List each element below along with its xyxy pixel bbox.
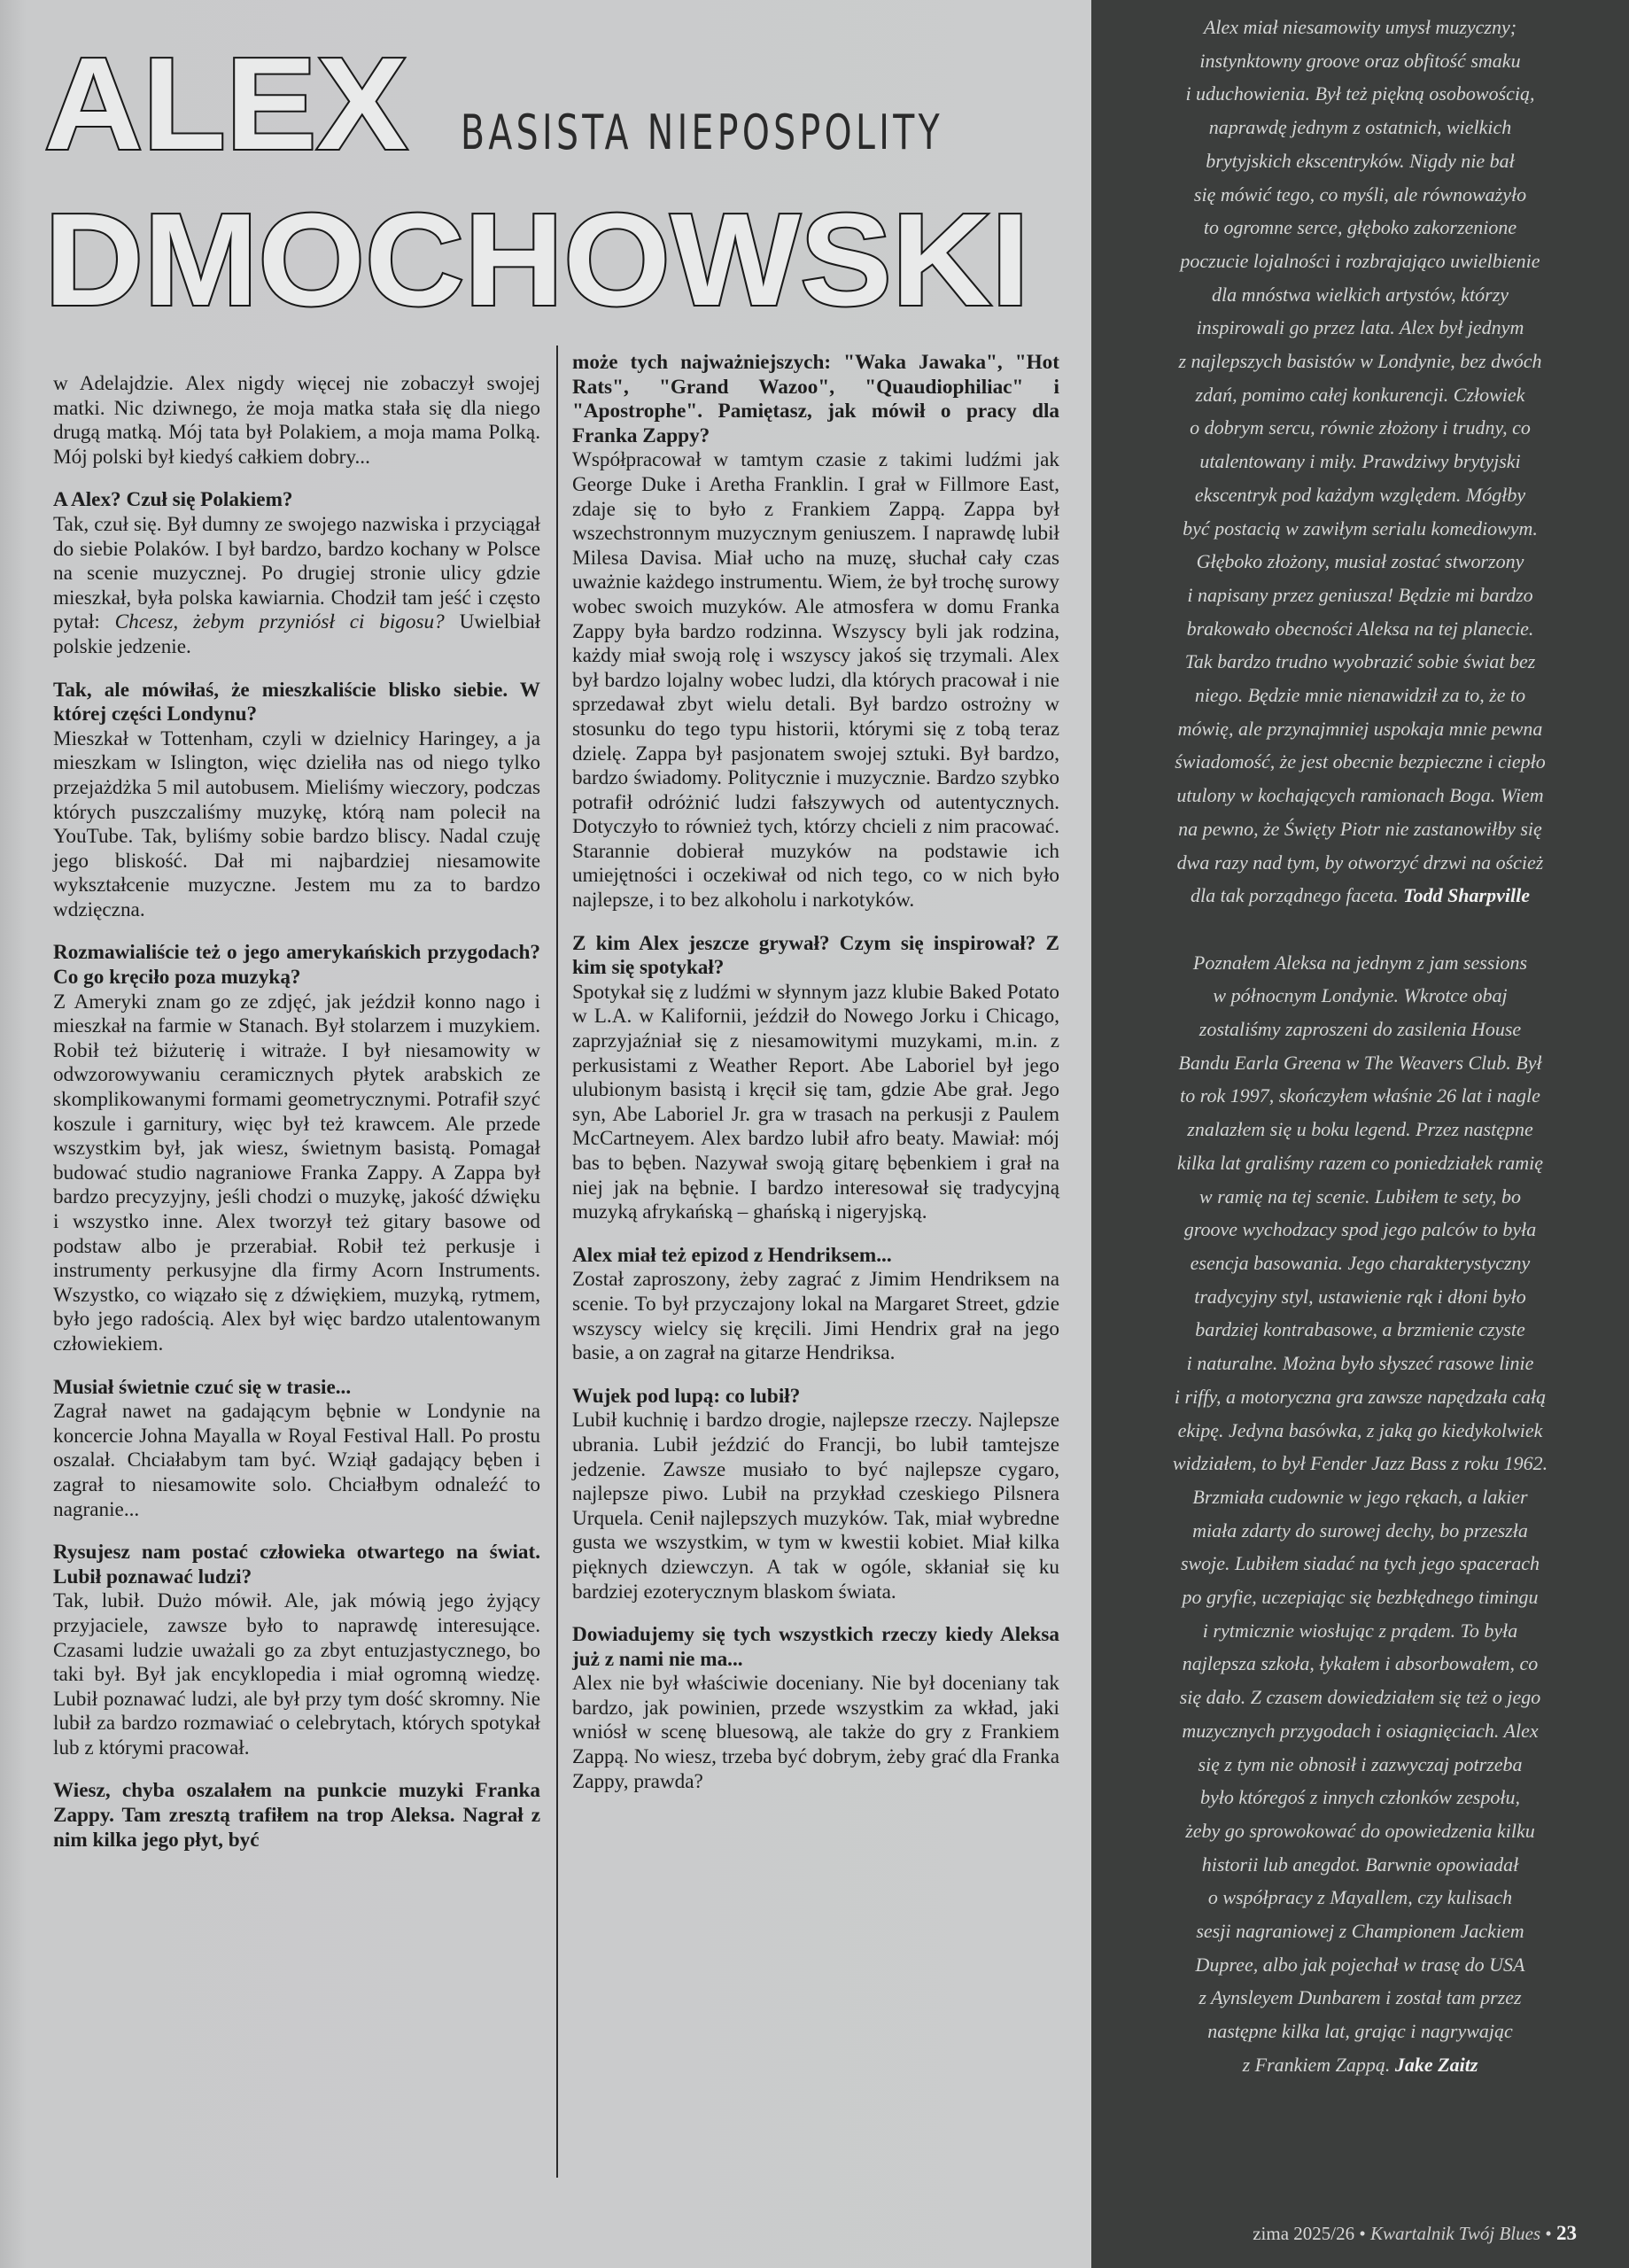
tribute-text: zdań, pomimo całej konkurencji. Człowiek	[1195, 383, 1525, 406]
footer-separator: •	[1540, 2223, 1556, 2244]
tribute-line	[1091, 478, 1629, 512]
tribute-line	[1091, 1480, 1629, 1514]
interview-question	[572, 351, 1059, 448]
tribute-text: Tak bardzo trudno wyobrazić sobie świat bez	[1184, 650, 1536, 673]
tribute-text: widziałem, to był Fender Jazz Bass z roku 1962.	[1172, 1452, 1548, 1475]
paragraph-text: Rozmawialiście też o jego amerykańskich przygodach? Co go kręciło poza muzyką?	[53, 941, 540, 990]
tribute-line	[1091, 712, 1629, 746]
tribute-text: Głęboko złożony, musiał zostać stworzony	[1196, 550, 1524, 573]
tribute-line	[1091, 946, 1629, 980]
tribute-line	[1091, 44, 1629, 78]
interview-question	[572, 1244, 1059, 1269]
tribute-text: na pewno, że Święty Piotr nie zastanowiłby się	[1178, 817, 1542, 840]
tribute-line	[1091, 1079, 1629, 1113]
tribute-line	[1091, 144, 1629, 178]
tribute-text: miała zdarty do surowej dechy, bo przeszła	[1192, 1518, 1528, 1542]
tribute-line	[1091, 1614, 1629, 1648]
paragraph-text: Tak, lubił. Dużo mówił. Ale, jak mówią jego żyjący przyjaciele, zawsze było to naprawdę interesujące. Czasami ludzie uważali go za zbyt entuzjastycznego, bo taki był. Był jak encyklopedia i miał ogromną wiedzę. Lubił poznawać ludzi, ale był przy tym dość skromny. Nie lubił za bardzo rozmawiać o celebrytach, których spotykał lub z którymi pracował.	[53, 1589, 540, 1759]
tribute-line	[1091, 2015, 1629, 2048]
interview-answer	[572, 448, 1059, 913]
tribute-text: się mówić tego, co myśli, ale równoważyło	[1193, 183, 1527, 206]
interview-answer	[53, 513, 540, 660]
tribute-text: groove wychodzacy spod jego palców to była	[1183, 1218, 1537, 1241]
tribute-text: swoje. Lubiłem siadać na tych jego spacerach	[1180, 1552, 1540, 1575]
tributes	[1091, 11, 1629, 2082]
interview-question	[53, 1779, 540, 1852]
title-first-name: ALEX	[44, 31, 407, 177]
interview-answer	[53, 1400, 540, 1522]
paragraph-text: Tak, ale mówiłaś, że mieszkaliście blisko siebie. W której części Londynu?	[53, 678, 540, 726]
article-subtitle: BASISTA NIEPOSPOLITY	[461, 105, 943, 160]
tribute-line	[1091, 245, 1629, 278]
tribute-line	[1091, 1313, 1629, 1347]
tribute-line	[1091, 1781, 1629, 1814]
tribute-line	[1091, 11, 1629, 44]
tribute-line	[1091, 111, 1629, 144]
tribute-line	[1091, 1213, 1629, 1247]
tribute-line	[1091, 1681, 1629, 1714]
tribute-line	[1091, 679, 1629, 712]
tribute-text: ekipę. Jedyna basówka, z jaką go kiedykolwiek	[1177, 1418, 1543, 1441]
tribute-text: i riffy, a motoryczna gra zawsze napędzała całą	[1174, 1385, 1547, 1408]
article-column-2	[572, 351, 1059, 1813]
tribute-text: bardziej kontrabasowe, a brzmienie czyste	[1195, 1318, 1525, 1341]
paragraph-text: Alex nie był właściwie doceniany. Nie był doceniany tak bardzo, jak powinien, przede wszystkim za wkład, jaki wniósł w scenę bluesową, ale także do gry z Frankiem Zappą. No wiesz, trzeba być dobrym, żeby grać dla Franka Zappy, prawda?	[572, 1672, 1059, 1793]
tribute-text: muzycznych przygodach i osiagnięciach. Alex	[1182, 1719, 1539, 1742]
interview-question	[53, 1376, 540, 1401]
tribute-line	[1091, 77, 1629, 111]
tribute-text: tradycyjny styl, ustawienie rąk i dłoni było	[1194, 1285, 1526, 1308]
paragraph-text: Alex miał też epizod z Hendriksem...	[572, 1243, 892, 1267]
tribute-text: ekscentryk pod każdym względem. Mógłby	[1194, 483, 1526, 506]
tribute-text: kilka lat graliśmy razem co poniedziałek ramię	[1176, 1151, 1544, 1174]
tribute-text: się dało. Z czasem dowiedziałem się też o jego	[1179, 1686, 1541, 1709]
paragraph-text: Z Ameryki znam go ze zdjęć, jak jeździł konno nago i mieszkał na farmie w Stanach. Był stolarzem i muzykiem. Robił też biżuterię i witraże. I był niesamowity w odwzorowywaniu ceramicznych płytek arabskich ze skomplikowanymi formami geometrycznymi. Potrafił szyć koszule i garnitury, więc był też krawcem. Ale przede wszystkim był, jak wiesz, świetnym basistą. Pomagał budować studio nagraniowe Franka Zappy. A Zappa był bardzo precyzyjny, jeśli chodzi o muzykę, jakość dźwięku i wszystko inne. Alex tworzył też gitary basowe od podstaw albo je przerabiał. Robił też perkusje i instrumenty perkusyjne dla firmy Acorn Instruments. Wszystko, co wiązało się z dźwiękiem, muzyką, rytmem, było jego radością. Alex był więc bardzo utalentowanym człowiekiem.	[53, 990, 540, 1355]
tribute-line	[1091, 1581, 1629, 1614]
interview-answer	[53, 372, 540, 470]
tribute-line	[1091, 779, 1629, 812]
tribute-line	[1091, 579, 1629, 612]
tribute-text: i naturalne. Można było słyszeć rasowe linie	[1186, 1352, 1534, 1375]
tribute-text: to rok 1997, skończyłem właśnie 26 lat i nagle	[1180, 1084, 1540, 1107]
tribute-text: znalazłem się u boku legend. Przez następne	[1187, 1118, 1533, 1141]
tribute-text: Poznałem Aleksa na jednym z jam sessions	[1192, 951, 1528, 974]
tribute-text: było któregoś z innych członków zespołu,	[1200, 1786, 1520, 1809]
paragraph-text: Rysujesz nam postać człowieka otwartego na świat. Lubił poznawać ludzi?	[53, 1541, 540, 1588]
paragraph-text: Tak, czuł się. Był dumny ze swojego nazwiska i przyciągał do siebie Polaków. I był bardzo, bardzo kochany w Polsce na scenie muzycznej. Po drugiej stronie ulicy gdzie mieszkał, była polska kawiarnia. Chodził tam jeść i często pytał:	[53, 512, 540, 634]
magazine-name: Kwartalnik Twój Blues	[1370, 2223, 1541, 2244]
tribute-text: to ogromne serce, głęboko zakorzenione	[1203, 216, 1517, 239]
quoted-phrase: Chcesz, żebym przyniósł ci bigosu?	[114, 610, 445, 634]
tribute-line	[1091, 178, 1629, 212]
tribute-text: dwa razy nad tym, by otworzyć drzwi na oścież	[1176, 850, 1544, 874]
tribute-text: dla tak porządnego faceta.	[1191, 884, 1399, 907]
tribute-text: o dobrym sercu, równie złożony i trudny, co	[1190, 416, 1531, 439]
tribute-author: Jake Zaitz	[1394, 2053, 1478, 2076]
tribute-line	[1091, 378, 1629, 412]
tribute-text: po gryfie, uczepiając się bezbłędnego timingu	[1182, 1586, 1539, 1609]
interview-answer	[53, 727, 540, 923]
interview-answer	[572, 1672, 1059, 1794]
tribute-line	[1091, 745, 1629, 779]
paragraph-text: Wiesz, chyba oszalałem na punkcie muzyki Franka Zappy. Tam zresztą trafiłem na trop Aleksa. Nagrał z nim kilka jego płyt, być	[53, 1779, 540, 1852]
tribute-line	[1091, 1948, 1629, 1982]
interview-question	[572, 1623, 1059, 1672]
tribute-line	[1091, 1347, 1629, 1380]
tribute-text: być postacią w zawiłym serialu komediowym.	[1183, 517, 1538, 540]
tribute-text: z najlepszych basistów w Londynie, bez dwóch	[1178, 350, 1542, 373]
interview-answer	[572, 981, 1059, 1225]
tribute-text: z Aynsleyem Dunbarem i został tam przez	[1198, 1986, 1522, 2009]
tribute-line	[1091, 1113, 1629, 1146]
tribute-line	[1091, 2048, 1629, 2082]
tribute-line	[1091, 1981, 1629, 2015]
interview-answer	[572, 1409, 1059, 1604]
title-surname: DMOCHOWSKI	[44, 187, 1029, 333]
paragraph-text: Zagrał nawet na gadającym bębnie w Londynie na koncercie Johna Mayalla w Royal Festival Hall. Po prostu oszalał. Chciałabym tam być. Wziął gadający bęben i zagrał to niesamowite solo. Chciałbym odnaleźć to nagranie...	[53, 1400, 540, 1521]
issue-label: zima 2025/26	[1253, 2223, 1355, 2244]
interview-question	[53, 488, 540, 513]
article-title	[0, 0, 1091, 346]
tribute-line	[1091, 979, 1629, 1013]
tribute-text: Bandu Earla Greena w The Weavers Club. Był	[1178, 1051, 1542, 1074]
tribute-line	[1091, 1046, 1629, 1080]
page-number: 23	[1556, 2222, 1577, 2244]
tribute-text: świadomość, że jest obecnie bezpieczne i ciepło	[1175, 750, 1546, 773]
tribute-text: Brzmiała cudownie w jego rękach, a lakier	[1192, 1485, 1528, 1508]
tribute-line	[1091, 1013, 1629, 1046]
tribute-text: z Frankiem Zappą.	[1242, 2053, 1391, 2076]
tribute-line	[1091, 1714, 1629, 1748]
tribute-text: Alex miał niesamowity umysł muzyczny;	[1203, 16, 1517, 38]
interview-answer	[572, 1268, 1059, 1365]
tribute-line	[1091, 1547, 1629, 1581]
tribute-text: utalentowany i miły. Prawdziwy brytyjski	[1199, 450, 1521, 473]
interview-question	[53, 941, 540, 990]
paragraph-text: A Alex? Czuł się Polakiem?	[53, 488, 293, 512]
tribute-author: Todd Sharpville	[1403, 884, 1530, 907]
tribute-line	[1091, 411, 1629, 445]
paragraph-text: Uwielbiał polskie jedzenie.	[53, 610, 541, 658]
tribute-text: zostaliśmy zaproszeni do zasilenia House	[1198, 1018, 1522, 1041]
tribute-text: następne kilka lat, grając i nagrywając	[1207, 2020, 1513, 2043]
tribute-line	[1091, 211, 1629, 245]
paragraph-text: Wujek pod lupą: co lubił?	[572, 1384, 801, 1408]
tribute-line	[1091, 1915, 1629, 1948]
interview-answer	[53, 990, 540, 1357]
tribute-line	[1091, 1247, 1629, 1280]
tribute-text: najlepsza szkoła, łykałem i absorbowałem, co	[1182, 1652, 1539, 1675]
paragraph-text: Dowiadujemy się tych wszystkich rzeczy kiedy Aleksa już z nami nie ma...	[572, 1623, 1059, 1671]
interview-question	[572, 1385, 1059, 1410]
tribute-line	[1091, 1514, 1629, 1548]
tribute-line	[1091, 1814, 1629, 1848]
tribute-text: brytyjskich ekscentryków. Nigdy nie bał	[1206, 149, 1515, 172]
tribute-line	[1091, 1146, 1629, 1180]
footer-separator: •	[1354, 2223, 1370, 2244]
paragraph-text: Musiał świetnie czuć się w trasie...	[53, 1375, 352, 1399]
tribute-line	[1091, 311, 1629, 345]
tribute-text: w ramię na tej scenie. Lubiłem te sety, bo	[1199, 1184, 1521, 1208]
tribute-text: się z tym nie obnosił i zazwyczaj potrzeba	[1198, 1752, 1523, 1775]
paragraph-text: Z kim Alex jeszcze grywał? Czym się inspirował? Z kim się spotykał?	[572, 931, 1059, 980]
tribute-text: w północnym Londynie. Wkrotce obaj	[1213, 984, 1508, 1007]
tribute-line	[1091, 445, 1629, 478]
tribute-line	[1091, 812, 1629, 846]
tribute-line	[1091, 545, 1629, 579]
tribute-line	[1091, 512, 1629, 546]
tribute-line	[1091, 1280, 1629, 1314]
tribute-line	[1091, 345, 1629, 378]
tribute-text: naprawdę jednym z ostatnich, wielkich	[1208, 116, 1512, 139]
page-footer	[1152, 2222, 1577, 2245]
article-column-1	[53, 372, 540, 1852]
tribute-text: żeby go sprowokować do opowiedzenia kilku	[1185, 1819, 1535, 1842]
interview-answer	[53, 1589, 540, 1760]
tribute-line	[1091, 645, 1629, 679]
paragraph-text: Spotykał się z ludźmi w słynnym jazz klubie Baked Potato w L.A. w Kalifornii, jeździł do Nowego Jorku i Chicago, zaprzyjaźniał się z niesamowitymi muzykami, m.in. z perkusistami z Weather Report. Abe Laboriel był jego ulubionym basistą i kręcił się tam, gdzie Abe grał. Jego syn, Abe Laboriel Jr. gra w trasach na perkusji z Paulem McCartneyem. Alex bardzo lubił afro beaty. Mawiał: mój bas to bęben. Nazywał swoją gitarę bębenkiem i grał na niej jak na bębnie. I bardzo interesował się tradycyjną muzyką afrykańską – ghańską i nigeryjską.	[572, 980, 1059, 1224]
tribute-line	[1091, 1881, 1629, 1915]
tribute-text: historii lub anegdot. Barwnie opowiadał	[1201, 1852, 1519, 1876]
tribute-text: i rytmicznie wiosłując z prądem. To była	[1202, 1619, 1518, 1642]
paragraph-text: Lubił kuchnię i bardzo drogie, najlepsze rzeczy. Najlepsze ubrania. Lubił jeździć do Francji, bo lubił tamtejsze jedzenie. Zawsze musiało to być najlepsze cygaro, najlepsze piwo. Lubił na przykład czeskiego Pilsnera Urquela. Cenił najlepszych muzyków. Tak, miał wybredne gusta we wszystkim, w tym w kwestii kobiet. Miał kilka pięknych dziewczyn. A tak w ogóle, skłaniał się ku bardziej ezoterycznym blaskom świata.	[572, 1409, 1059, 1604]
tribute-line	[1091, 612, 1629, 646]
tribute-text: sesji nagraniowej z Championem Jackiem	[1196, 1920, 1524, 1943]
column-divider	[556, 346, 558, 2178]
tribute-text: i uduchowienia. Był też piękną osobowością,	[1185, 82, 1535, 105]
paragraph-text: w Adelajdzie. Alex nigdy więcej nie zobaczył swojej matki. Nic dziwnego, że moja matka stała się dla niego drugą matką. Mój tata był Polakiem, a moja mama Polką. Mój polski był kiedyś całkiem dobry...	[53, 372, 540, 469]
tribute-text: o współpracy z Mayallem, czy kulisach	[1207, 1886, 1513, 1909]
tribute-text: mówię, ale przynajmniej uspokaja mnie pewna	[1177, 717, 1543, 740]
interview-question	[53, 679, 540, 727]
paragraph-text: Współpracował w tamtym czasie z takimi ludźmi jak George Duke i Aretha Franklin. I grał w Fillmore East, zdaje się to było z Frankiem Zappą. Zappa był wszechstronnym muzycznym geniuszem. I naprawdę lubił Milesa Davisa. Miał ucho na muzę, słuchał cały czas uważnie każdego instrumentu. Wiem, że był trochę surowy wobec swoich muzyków. Ale atmosfera w domu Franka Zappy była bardzo rodzinna. Wszyscy byli jak rodzina, każdy miał swoją rolę i wszyscy jakoś się trzymali. Alex był bardzo lojalny wobec ludzi, dla których pracował i nie sprzedawał zbyt wielu detali. Był bardzo ostrożny w stosunku do tego typu historii, którymi się z tobą teraz dzielę. Zappa był pasjonatem swojej sztuki. Był bardzo, bardzo świadomy. Politycznie i muzycznie. Bardzo szybko potrafił odróżnić ludzi fałszywych od autentycznych. Dotyczyło to również tych, którzy chcieli z nim pracować. Starannie dobierał muzyków na podstawie ich umiejętności i oczekiwał od nich tego, co w nich było najlepsze, i to bez alkoholu i narkotyków.	[572, 448, 1059, 913]
tribute-line	[1091, 1748, 1629, 1782]
interview-question	[53, 1541, 540, 1589]
tribute-line	[1091, 846, 1629, 880]
tribute-text: i napisany przez geniusza! Będzie mi bardzo	[1187, 583, 1533, 606]
tribute-line	[1091, 1180, 1629, 1214]
tribute-line	[1091, 1647, 1629, 1681]
paragraph-gap	[1091, 913, 1629, 946]
tribute-line	[1091, 1380, 1629, 1414]
tribute-text: niego. Będzie mnie nienawidził za to, że to	[1194, 684, 1526, 707]
tribute-line	[1091, 1447, 1629, 1480]
tribute-text: brakowało obecności Aleksa na tej planecie.	[1186, 617, 1534, 640]
tribute-line	[1091, 278, 1629, 312]
tribute-text: utulony w kochających ramionach Boga. Wiem	[1176, 784, 1544, 807]
interview-question	[572, 932, 1059, 981]
tribute-text: dla mnóstwa wielkich artystów, którzy	[1211, 283, 1509, 306]
paragraph-text: może tych najważniejszych: "Waka Jawaka", "Hot Rats", "Grand Wazoo", "Quaudiophiliac" i "Apostrophe". Pamiętasz, jak mówił o pracy dla Franka Zappy?	[572, 351, 1059, 447]
tribute-line	[1091, 879, 1629, 913]
tribute-text: Dupree, albo jak pojechał w trasę do USA	[1195, 1953, 1525, 1976]
paragraph-text: Mieszkał w Tottenham, czyli w dzielnicy Haringey, a ja mieszkam w Islington, więc dzieliła nas od niego tylko przejażdżka 5 mil autobusem. Mieliśmy wieczory, podczas których puszczaliśmy muzykę, którą nam polecił na YouTube. Tak, byliśmy sobie bardzo bliscy. Nadal czuję jego bliskość. Dał mi najbardziej niesamowite wykształcenie muzyczne. Jestem mu za to bardzo wdzięczna.	[53, 726, 540, 921]
tribute-text: instynktowny groove oraz obfitość smaku	[1199, 49, 1521, 72]
tribute-text: poczucie lojalności i rozbrajająco uwielbienie	[1180, 249, 1540, 272]
tribute-text: inspirowali go przez lata. Alex był jednym	[1196, 316, 1524, 339]
paragraph-text: Został zaproszony, żeby zagrać z Jimim Hendriksem na scenie. To był przyczajony lokal na Margaret Street, gdzie wszyscy wielcy się kręcili. Jimi Hendrix grał na jego basie, a on zagrał na gitarze Hendriksa.	[572, 1268, 1059, 1365]
tribute-line	[1091, 1414, 1629, 1448]
tribute-line	[1091, 1848, 1629, 1882]
tribute-text: esencja basowania. Jego charakterystyczny	[1190, 1252, 1531, 1274]
